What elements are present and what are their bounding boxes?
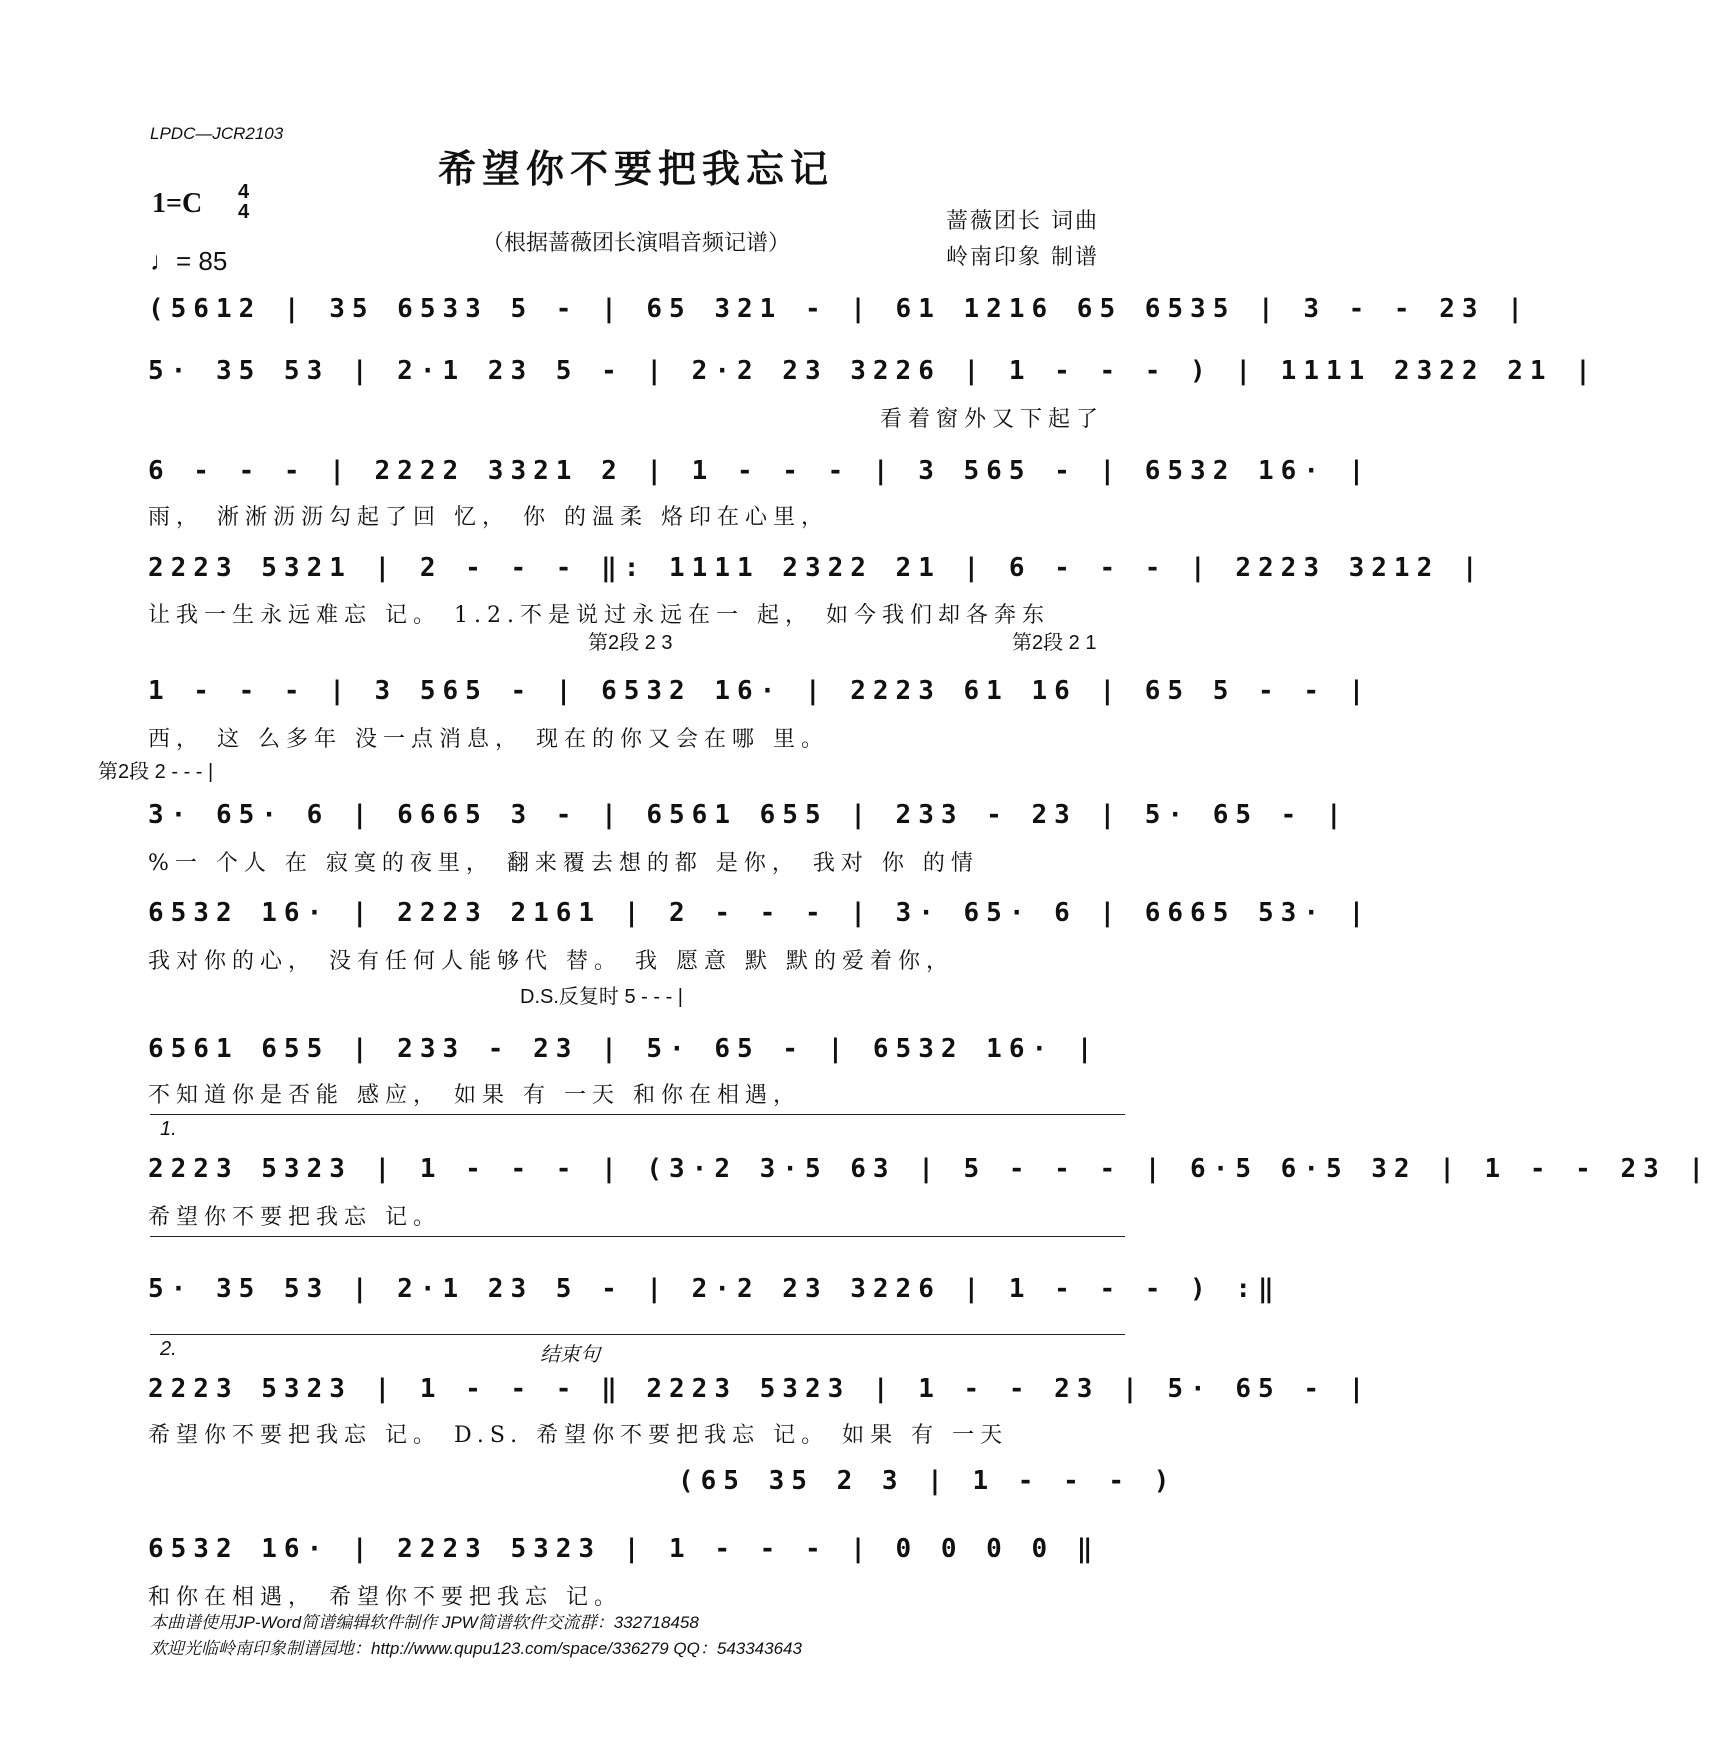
footer-line-1: 本曲谱使用JP-Word简谱编辑软件制作 JPW简谱软件交流群：332718458	[150, 1613, 699, 1632]
volta-1-label: 1.	[160, 1118, 177, 1140]
verse2-annotation-c: 第2段 2 - - - |	[98, 761, 214, 783]
lyrics-row-5: 西， 这 么多年 没一点消息， 现在的你又会在哪 里。	[148, 727, 829, 752]
notation-row-3: 6 - - - | 2222 3321 2 | 1 - - - | 3 565 - | 6532 16· |	[148, 456, 1372, 486]
verse2-annotation-b: 第2段 2 1	[1012, 632, 1097, 654]
notation-row-13: 6532 16· | 2223 5323 | 1 - - - | 0 0 0 0 ‖	[148, 1534, 1100, 1564]
lyrics-row-4: 让我一生永远难忘 记。 1.2.不是说过永远在一 起， 如今我们却各奔东	[148, 603, 1050, 628]
notation-row-5: 1 - - - | 3 565 - | 6532 16· | 2223 61 16 | 65 5 - - |	[148, 676, 1372, 706]
lyrics-row-13: 和你在相遇， 希望你不要把我忘 记。	[148, 1585, 622, 1610]
meter-top: 4	[238, 181, 250, 203]
notation-row-12: (65 35 2 3 | 1 - - - )	[678, 1466, 1177, 1496]
repeat-bracket	[150, 1236, 1125, 1237]
lyrics-row-2: 看着窗外又下起了	[880, 407, 1105, 432]
verse2-annotation-a: 第2段 2 3	[588, 632, 673, 654]
score-code: LPDC—JCR2103	[150, 124, 284, 143]
lyrics-row-3: 雨， 淅淅沥沥勾起了回 忆， 你 的温柔 烙印在心里，	[148, 505, 829, 530]
notation-row-9: 2223 5323 | 1 - - - | (3·2 3·5 63 | 5 - - - | 6·5 6·5 32 | 1 - - 23 |	[148, 1154, 1711, 1184]
ending-label: 结束句	[540, 1344, 600, 1366]
lyrics-row-8: 不知道你是否能 感应， 如果 有 一天 和你在相遇，	[148, 1083, 801, 1108]
ds-annotation: D.S.反复时 5 - - - |	[520, 986, 683, 1008]
notation-row-10: 5· 35 53 | 2·1 23 5 - | 2·2 23 3226 | 1 - - - ) :‖	[148, 1274, 1281, 1304]
notation-row-11: 2223 5323 | 1 - - - ‖ 2223 5323 | 1 - - 23 | 5· 65 - |	[148, 1374, 1372, 1404]
notation-row-4: 2223 5321 | 2 - - - ‖: 1111 2322 21 | 6 - - - | 2223 3212 |	[148, 553, 1485, 583]
lyrics-row-9: 希望你不要把我忘 记。	[148, 1205, 441, 1230]
key-signature: 1=C	[152, 188, 203, 219]
notation-row-2: 5· 35 53 | 2·1 23 5 - | 2·2 23 3226 | 1 - - - ) | 1111 2322 21 |	[148, 356, 1598, 386]
notation-row-1: (5612 | 35 6533 5 - | 65 321 - | 61 1216 65 6535 | 3 - - 23 |	[148, 294, 1530, 324]
volta-2-bracket	[150, 1334, 1125, 1335]
tempo-mark: ♩= 85	[150, 246, 228, 276]
footer-line-2: 欢迎光临岭南印象制谱园地：http://www.qupu123.com/space/336279 QQ：543343643	[150, 1639, 802, 1658]
song-title: 希望你不要把我忘记	[437, 146, 834, 191]
volta-1-bracket	[150, 1114, 1125, 1115]
time-signature	[238, 182, 249, 222]
lyrics-row-7: 我对你的心， 没有任何人能够代 替。 我 愿意 默 默的爱着你，	[148, 949, 954, 974]
lyrics-row-6: %一 个人 在 寂寞的夜里， 翻来覆去想的都 是你， 我对 你 的情	[148, 851, 979, 876]
credit-engraver: 岭南印象 制谱	[946, 245, 1099, 270]
volta-2-label: 2.	[160, 1338, 177, 1360]
lyrics-row-11: 希望你不要把我忘 记。 D.S. 希望你不要把我忘 记。 如果 有 一天	[148, 1423, 1009, 1448]
credit-lyricist: 蔷薇团长 词曲	[946, 209, 1099, 234]
notation-row-7: 6532 16· | 2223 2161 | 2 - - - | 3· 65· 6 | 6665 53· |	[148, 898, 1372, 928]
notation-row-8: 6561 655 | 233 - 23 | 5· 65 - | 6532 16· |	[148, 1034, 1100, 1064]
notation-row-6: 3· 65· 6 | 6665 3 - | 6561 655 | 233 - 23 | 5· 65 - |	[148, 800, 1349, 830]
subtitle: （根据蔷薇团长演唱音频记谱）	[481, 231, 790, 256]
meter-bottom: 4	[238, 201, 250, 223]
